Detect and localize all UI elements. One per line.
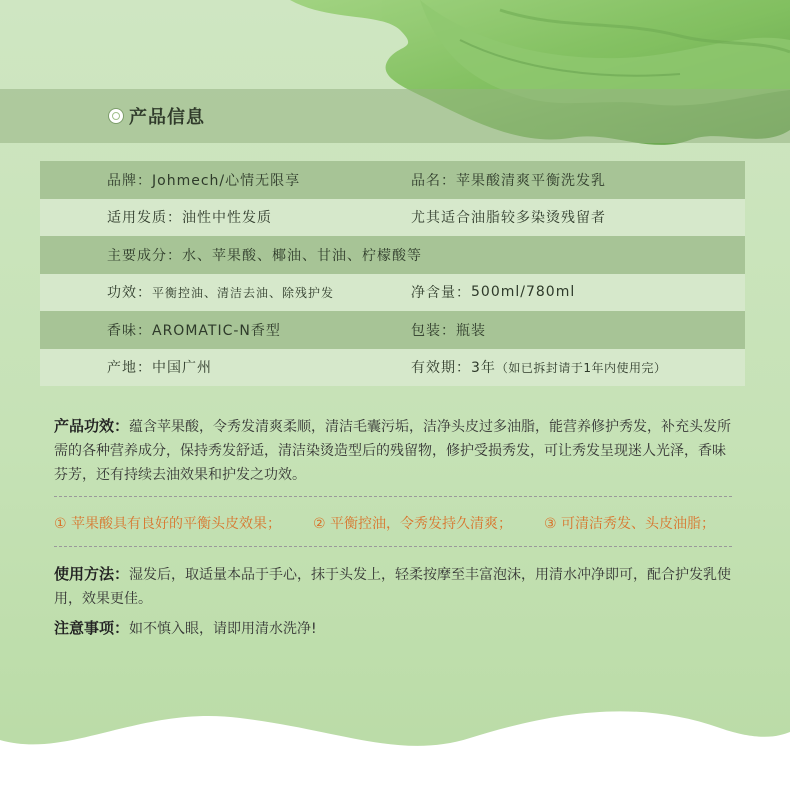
usage-text: 湿发后，取适量本品于手心，抹于头发上，轻柔按摩至丰富泡沫，用清水冲净即可，配合护发乳使用，效果更佳。 (54, 567, 732, 607)
feature-item: ③ 可清洁秀发、头皮油脂； (544, 516, 716, 532)
caution-heading: 注意事项： (54, 619, 130, 637)
section-title-text: 产品信息 (129, 107, 205, 128)
net-content-value: 500ml/780ml (471, 284, 576, 301)
efficacy-paragraph (54, 414, 737, 487)
efficacy-value: 平衡控油、清洁去油、除残护发 (152, 285, 335, 300)
efficacy-label: 功效： (107, 285, 152, 302)
ingredients-value: 水、苹果酸、椰油、甘油、柠檬酸等 (182, 247, 422, 264)
shelf-life-label: 有效期： (411, 360, 471, 377)
usage-heading: 使用方法： (54, 565, 130, 583)
ingredients-label: 主要成分： (107, 247, 182, 264)
brand-value: Johmech/心情无限享 (152, 172, 301, 189)
divider (54, 496, 732, 497)
origin-value: 中国广州 (152, 360, 212, 377)
caution-text: 如不慎入眼，请即用清水洗净! (129, 621, 317, 637)
brand-label: 品牌： (107, 172, 152, 189)
efficacy-heading: 产品功效： (54, 417, 130, 435)
hair-type-note: 尤其适合油脂较多染烫残留者 (411, 210, 606, 227)
product-name-value: 苹果酸清爽平衡洗发乳 (456, 172, 606, 189)
hair-type-value: 油性中性发质 (182, 210, 272, 227)
shelf-life-value: 3年 (471, 360, 496, 377)
scent-label: 香味： (107, 322, 152, 339)
efficacy-text: 蕴含苹果酸，令秀发清爽柔顺，清洁毛囊污垢，洁净头皮过多油脂，能营养修护秀发，补充头发所需的各种营养成分，保持秀发舒适，清洁染烫造型后的残留物，修护受损秀发，可让秀发呈现迷人光泽，香味芬芳，还有持续去油效果和护发之功效。 (54, 419, 732, 483)
product-name-label: 品名： (411, 172, 456, 189)
info-table (40, 161, 745, 386)
table-row (40, 349, 745, 387)
table-row (40, 199, 745, 237)
caution-paragraph (54, 616, 737, 641)
table-row (40, 236, 745, 274)
section-title (109, 102, 205, 130)
usage-paragraph (54, 562, 737, 611)
origin-label: 产地： (107, 360, 152, 377)
hair-type-label: 适用发质： (107, 210, 182, 227)
table-row (40, 274, 745, 312)
feature-list (54, 513, 715, 533)
circle-bullet-icon (109, 109, 123, 123)
divider (54, 546, 732, 547)
table-row (40, 311, 745, 349)
packaging-value: 瓶装 (456, 322, 486, 339)
feature-item: ① 苹果酸具有良好的平衡头皮效果； (54, 516, 282, 532)
net-content-label: 净含量： (411, 285, 471, 302)
scent-value: AROMATIC-N香型 (152, 322, 281, 339)
packaging-label: 包装： (411, 322, 456, 339)
table-row (40, 161, 745, 199)
shelf-life-note: （如已拆封请于1年内使用完） (495, 360, 667, 375)
feature-item: ② 平衡控油，令秀发持久清爽； (313, 516, 513, 532)
